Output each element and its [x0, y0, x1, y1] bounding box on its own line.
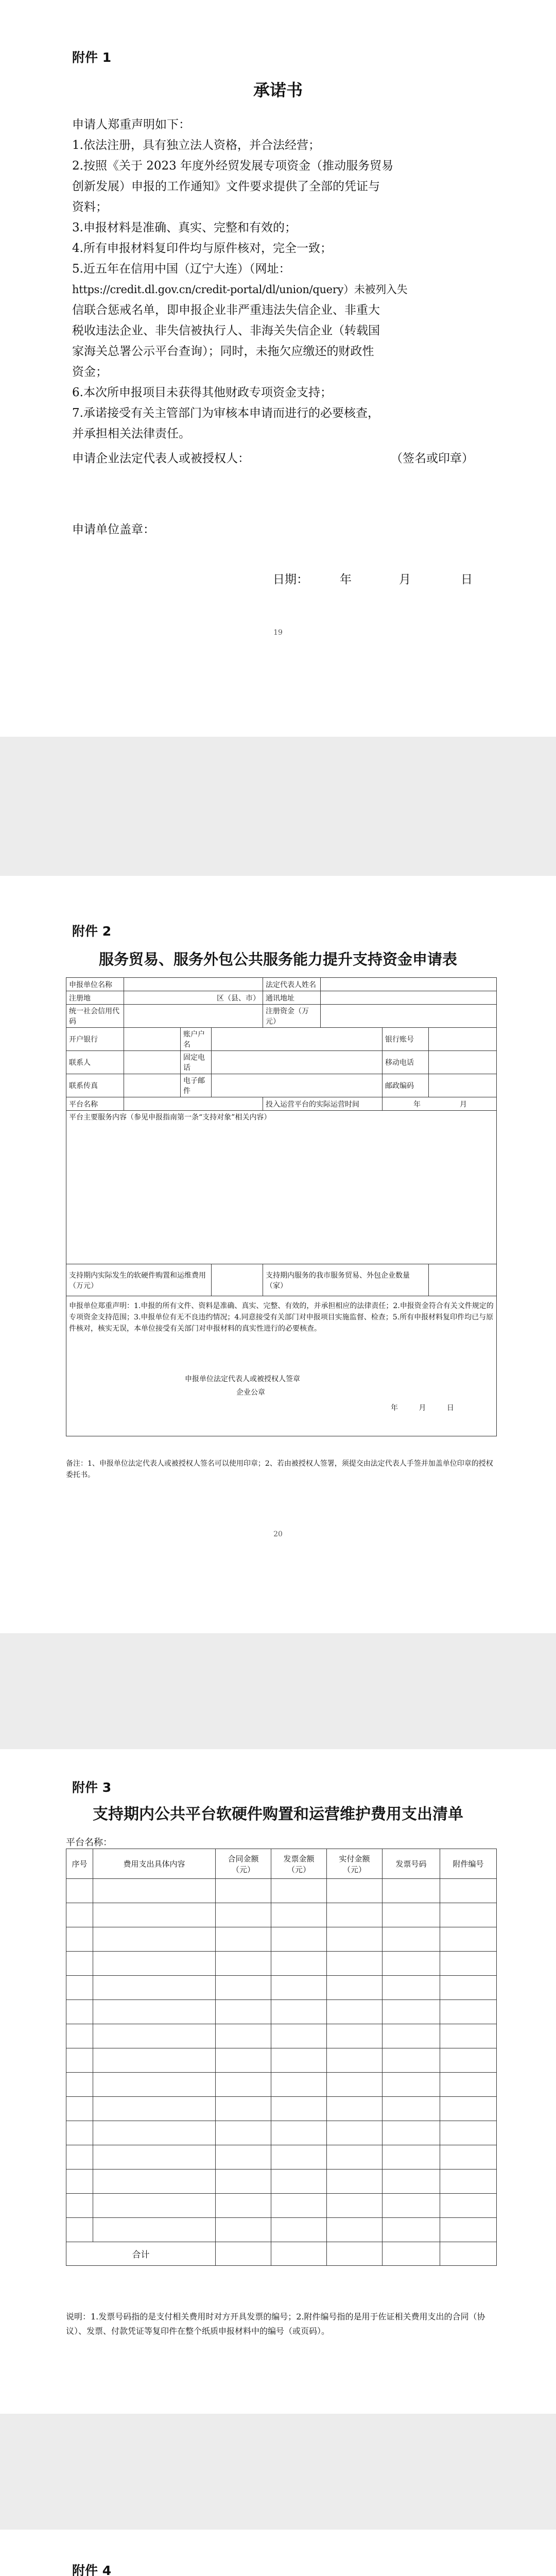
- table-cell[interactable]: [440, 2000, 497, 2024]
- support-period-label: 投入运营平台的实际运营时间: [263, 1097, 383, 1111]
- table-cell[interactable]: [327, 2097, 383, 2121]
- form-label: 电子邮件: [181, 1074, 212, 1097]
- commitment-line: 创新发展）申报的工作通知》文件要求提供了全部的凭证与: [72, 180, 380, 193]
- commitment-line: 家海关总署公示平台查询）；同时，未拖欠应缴还的财政性: [72, 345, 374, 358]
- table-cell[interactable]: [383, 2145, 440, 2170]
- service-count-label: 支持期内服务的我市服务贸易、外包企业数量（家）: [263, 1264, 429, 1296]
- form-field[interactable]: [124, 1028, 181, 1051]
- commitment-line: 申请人郑重声明如下：: [72, 118, 190, 131]
- column-header: 发票金额（元）: [271, 1849, 327, 1879]
- commitment-line: 7.承诺接受有关主管部门为审核本申请而进行的必要核查，: [72, 406, 379, 420]
- table-cell[interactable]: [93, 2194, 216, 2218]
- form-field[interactable]: [124, 978, 263, 991]
- date-line: [273, 569, 489, 590]
- table-row: [66, 2145, 497, 2170]
- table-row: [66, 2024, 497, 2048]
- table-cell[interactable]: [271, 2145, 327, 2170]
- period-month: 月: [460, 1100, 467, 1109]
- table-cell[interactable]: [216, 1879, 271, 1903]
- table-cell[interactable]: [66, 2218, 93, 2242]
- form-field[interactable]: [124, 1051, 181, 1074]
- total-cell[interactable]: [327, 2242, 383, 2266]
- period-year: 年: [413, 1100, 421, 1109]
- table-cell[interactable]: [327, 1976, 383, 2000]
- table-cell[interactable]: [66, 1879, 93, 1903]
- form-field[interactable]: [212, 1074, 383, 1097]
- platform-name-value[interactable]: [124, 1097, 263, 1111]
- table-cell[interactable]: [66, 2170, 93, 2194]
- table-row: [66, 1952, 497, 1976]
- table-cell[interactable]: [271, 1903, 327, 1927]
- table-cell[interactable]: [271, 2121, 327, 2145]
- form-field[interactable]: [429, 1074, 497, 1097]
- table-cell[interactable]: [216, 2097, 271, 2121]
- table-cell[interactable]: [216, 2048, 271, 2073]
- table-cell[interactable]: [327, 2073, 383, 2097]
- table-cell[interactable]: [216, 2145, 271, 2170]
- pledge-signature-label: 申报单位法定代表人或被授权人签章: [185, 1375, 300, 1383]
- table-cell[interactable]: [216, 2194, 271, 2218]
- page-expense-list: [0, 1749, 556, 2414]
- form-label: 法定代表人姓名: [263, 978, 321, 991]
- attachment-label: 附件 3: [72, 1780, 112, 1795]
- form-label: 申报单位名称: [66, 978, 124, 991]
- table-cell[interactable]: [327, 2048, 383, 2073]
- table-cell[interactable]: [383, 2194, 440, 2218]
- table-cell[interactable]: [66, 1976, 93, 2000]
- commitment-line: 并承担相关法律责任。: [72, 427, 190, 440]
- total-cell[interactable]: [383, 2242, 440, 2266]
- table-cell[interactable]: [383, 2097, 440, 2121]
- table-cell[interactable]: [93, 2000, 216, 2024]
- commitment-line: 5.近五年在信用中国（辽宁大连）（网址：: [72, 262, 291, 276]
- form-label: 统一社会信用代码: [66, 1005, 124, 1028]
- table-cell[interactable]: [66, 1927, 93, 1952]
- form-label: 邮政编码: [383, 1074, 429, 1097]
- remark: 备注：1、申报单位法定代表人或被授权人签名可以使用印章；2、若由被授权人签署，须提交由法定代表人手签并加盖单位印章的授权委托书。: [66, 1460, 493, 1479]
- column-header: 合同金额（元）: [216, 1849, 271, 1879]
- application-table: [66, 977, 497, 1436]
- table-cell[interactable]: [271, 2000, 327, 2024]
- table-cell[interactable]: [383, 2024, 440, 2048]
- table-cell[interactable]: [216, 1976, 271, 2000]
- date-day: 日: [461, 573, 473, 586]
- form-field[interactable]: [321, 991, 497, 1005]
- table-cell[interactable]: [327, 1879, 383, 1903]
- table-cell[interactable]: [440, 2121, 497, 2145]
- table-cell[interactable]: [327, 2121, 383, 2145]
- table-cell[interactable]: [93, 2024, 216, 2048]
- commitment-line: 1.依法注册，具有独立法人资格，并合法经营；: [72, 139, 320, 152]
- table-cell[interactable]: [271, 1879, 327, 1903]
- table-row: [66, 1903, 497, 1927]
- table-cell[interactable]: [93, 1976, 216, 2000]
- form-label: 通讯地址: [263, 991, 321, 1005]
- form-label: 移动电话: [383, 1051, 429, 1074]
- page-application-form: [0, 876, 556, 1633]
- column-header: 费用支出具体内容: [93, 1849, 216, 1879]
- page-commitment: [0, 0, 556, 737]
- total-label: 合计: [66, 2242, 216, 2266]
- total-cell[interactable]: [440, 2242, 497, 2266]
- total-cell[interactable]: [216, 2242, 271, 2266]
- table-row: [66, 2097, 497, 2121]
- total-cell[interactable]: [271, 2242, 327, 2266]
- commitment-line: 信联合惩戒名单，即申报企业非严重违法失信企业、非重大: [72, 303, 380, 317]
- table-cell[interactable]: [383, 2073, 440, 2097]
- table-row: [66, 1976, 497, 2000]
- page-enterprise-list: [0, 2530, 556, 2576]
- table-row: [66, 2000, 497, 2024]
- table-cell[interactable]: [383, 2121, 440, 2145]
- stamp-line: 申请单位盖章：: [72, 523, 155, 536]
- table-cell[interactable]: [440, 2194, 497, 2218]
- table-cell[interactable]: [66, 2121, 93, 2145]
- table-cell[interactable]: [271, 2194, 327, 2218]
- table-cell[interactable]: [271, 2170, 327, 2194]
- column-header: 附件编号: [440, 1849, 497, 1879]
- table-cell[interactable]: [440, 1879, 497, 1903]
- table-cell[interactable]: [216, 1903, 271, 1927]
- table-cell[interactable]: [271, 2097, 327, 2121]
- table-cell[interactable]: [440, 1976, 497, 2000]
- table-cell[interactable]: [66, 2073, 93, 2097]
- page-title: 承诺书: [253, 80, 303, 100]
- table-cell[interactable]: [383, 2000, 440, 2024]
- table-cell[interactable]: [216, 2218, 271, 2242]
- seal-hint: （签名或印章）: [391, 452, 474, 465]
- table-cell[interactable]: [383, 1879, 440, 1903]
- commitment-line: 6.本次所申报项目未获得其他财政专项资金支持；: [72, 386, 332, 399]
- table-row: [66, 2073, 497, 2097]
- pledge-year: 年: [391, 1404, 398, 1412]
- pledge-date: [391, 1402, 454, 1413]
- form-label: 注册地: [66, 991, 124, 1005]
- table-cell[interactable]: [216, 1927, 271, 1952]
- legal-rep-line: [72, 448, 489, 469]
- table-row: [66, 1879, 497, 1903]
- service-count-value[interactable]: [429, 1264, 497, 1296]
- form-label: 联系传真: [66, 1074, 124, 1097]
- table-cell[interactable]: [271, 2024, 327, 2048]
- expense-table: [66, 1849, 497, 2266]
- table-row: [66, 2218, 497, 2242]
- support-period-value[interactable]: [383, 1097, 497, 1111]
- pledge-text: 申报单位郑重声明：1.申报的所有文件、资料是准确、真实、完整、有效的，并承担相应的法律责任；2.申报资金符合有关文件规定的专项资金支持范围；3.申报单位有无不良违约情况；4.同意接受有关部门对申报项目实施监督、检查；5.所有申报材料复印件均已与原件核对，核实无误，本单位接受有关部门对申报材料的真实性进行的必要核查。: [69, 1302, 494, 1333]
- pledge-day: 日: [446, 1404, 454, 1412]
- table-cell[interactable]: [383, 1927, 440, 1952]
- table-cell[interactable]: [216, 2024, 271, 2048]
- table-cell[interactable]: [327, 2218, 383, 2242]
- table-cell[interactable]: [440, 2073, 497, 2097]
- table-cell[interactable]: [327, 1927, 383, 1952]
- pledge-box: [66, 1296, 497, 1436]
- commitment-line: 4.所有申报材料复印件均与原件核对，完全一致；: [72, 242, 332, 255]
- date-label: 日期：: [273, 573, 308, 586]
- form-label: 固定电话: [181, 1051, 212, 1074]
- table-cell[interactable]: [93, 2048, 216, 2073]
- form-field[interactable]: [321, 1005, 497, 1028]
- table-cell[interactable]: [66, 2024, 93, 2048]
- form-field[interactable]: [212, 1028, 383, 1051]
- table-cell[interactable]: [66, 2048, 93, 2073]
- attachment-label: 附件 4: [72, 2563, 112, 2576]
- table-cell[interactable]: [216, 2073, 271, 2097]
- commitment-line: 税收违法企业、非失信被执行人、非海关失信企业（转载国: [72, 324, 380, 337]
- table-cell[interactable]: [93, 2073, 216, 2097]
- table-cell[interactable]: [271, 2218, 327, 2242]
- form-field[interactable]: [124, 1074, 181, 1097]
- table-cell[interactable]: [440, 1903, 497, 1927]
- table-cell[interactable]: [327, 2000, 383, 2024]
- table-cell[interactable]: [93, 1927, 216, 1952]
- table-cell[interactable]: [327, 1903, 383, 1927]
- table-cell[interactable]: [327, 2024, 383, 2048]
- platform-name-label: 平台名称: [66, 1097, 124, 1111]
- table-cell[interactable]: [93, 2170, 216, 2194]
- attachment-label: 附件 1: [72, 50, 112, 65]
- date-year: 年: [340, 573, 352, 586]
- table-cell[interactable]: [216, 2170, 271, 2194]
- service-content-box[interactable]: [66, 1111, 497, 1264]
- form-field[interactable]: [212, 1051, 383, 1074]
- table-cell[interactable]: [383, 2048, 440, 2073]
- table-cell[interactable]: [216, 1952, 271, 1976]
- expense-amount-value[interactable]: [212, 1264, 263, 1296]
- table-cell[interactable]: [327, 2145, 383, 2170]
- table-cell[interactable]: [93, 2097, 216, 2121]
- form-field[interactable]: [124, 1005, 263, 1028]
- pledge-month: 月: [419, 1404, 426, 1412]
- table-cell[interactable]: [216, 2000, 271, 2024]
- table-cell[interactable]: [440, 1927, 497, 1952]
- form-field[interactable]: 区（县、市）: [124, 991, 263, 1005]
- page-title: 服务贸易、服务外包公共服务能力提升支持资金申请表: [98, 951, 457, 968]
- table-row: [66, 2121, 497, 2145]
- table-cell[interactable]: [93, 1952, 216, 1976]
- commitment-line: 2.按照《关于 2023 年度外经贸发展专项资金（推动服务贸易: [72, 159, 394, 173]
- table-cell[interactable]: [271, 2073, 327, 2097]
- page-number: 19: [273, 629, 283, 637]
- table-cell[interactable]: [93, 1879, 216, 1903]
- table-cell[interactable]: [66, 1903, 93, 1927]
- form-label: 银行账号: [383, 1028, 429, 1051]
- table-cell[interactable]: [66, 1952, 93, 1976]
- table-row: [66, 2170, 497, 2194]
- table-cell[interactable]: [93, 1903, 216, 1927]
- table-cell[interactable]: [93, 2121, 216, 2145]
- legal-rep-label: 申请企业法定代表人或被授权人：: [72, 452, 250, 465]
- table-cell[interactable]: [327, 1952, 383, 1976]
- table-cell[interactable]: [93, 2218, 216, 2242]
- page-number: 20: [273, 1530, 283, 1538]
- commitment-line: 资料；: [72, 200, 108, 214]
- table-cell[interactable]: [66, 2145, 93, 2170]
- column-header: 实付金额（元）: [327, 1849, 383, 1879]
- table-cell[interactable]: [93, 2145, 216, 2170]
- form-field[interactable]: [321, 978, 497, 991]
- form-field[interactable]: [429, 1028, 497, 1051]
- table-cell[interactable]: [271, 1952, 327, 1976]
- table-row: [66, 1927, 497, 1952]
- form-field[interactable]: [429, 1051, 497, 1074]
- expense-amount-label: 支持期内实际发生的软硬件购置和运维费用（万元）: [66, 1264, 212, 1296]
- table-cell[interactable]: [440, 2097, 497, 2121]
- table-cell[interactable]: [327, 2170, 383, 2194]
- attachment-label: 附件 2: [72, 924, 112, 939]
- table-cell[interactable]: [383, 2218, 440, 2242]
- table-cell[interactable]: [271, 2048, 327, 2073]
- table-cell[interactable]: [66, 2194, 93, 2218]
- service-content-label: 平台主要服务内容（参见申报指南第一条“支持对象”相关内容）: [69, 1113, 271, 1122]
- table-cell[interactable]: [440, 1952, 497, 1976]
- table-row: [66, 2194, 497, 2218]
- table-cell[interactable]: [66, 2097, 93, 2121]
- table-cell[interactable]: [440, 2170, 497, 2194]
- form-label: 账户户名: [181, 1028, 212, 1051]
- table-cell[interactable]: [440, 2024, 497, 2048]
- table-cell[interactable]: [66, 2000, 93, 2024]
- table-cell[interactable]: [271, 1927, 327, 1952]
- table-cell[interactable]: [271, 1976, 327, 2000]
- column-header: 序号: [66, 1849, 93, 1879]
- commitment-line: 资金；: [72, 365, 108, 379]
- pledge-seal-label: 企业公章: [236, 1388, 265, 1397]
- table-cell[interactable]: [440, 2048, 497, 2073]
- commitment-line: 3.申报材料是准确、真实、完整和有效的；: [72, 221, 297, 234]
- table-cell[interactable]: [440, 2145, 497, 2170]
- commitment-line: https://credit.dl.gov.cn/credit-portal/dl/union/query）未被列入失: [72, 283, 408, 296]
- date-month: 月: [399, 573, 411, 586]
- table-cell[interactable]: [440, 2218, 497, 2242]
- page-title: 支持期内公共平台软硬件购置和运营维护费用支出清单: [93, 1805, 463, 1823]
- table-cell[interactable]: [383, 1952, 440, 1976]
- column-header: 发票号码: [383, 1849, 440, 1879]
- platform-name-label: 平台名称：: [66, 1837, 112, 1848]
- form-label: 联系人: [66, 1051, 124, 1074]
- table-cell[interactable]: [383, 1903, 440, 1927]
- table-cell[interactable]: [383, 2170, 440, 2194]
- note: 说明：1.发票号码指的是支付相关费用时对方开具发票的编号；2.附件编号指的是用于佐证相关费用支出的合同（协议）、发票、付款凭证等复印件在整个纸质申报材料中的编号（或页码）。: [66, 2312, 485, 2336]
- form-label: 开户银行: [66, 1028, 124, 1051]
- form-label: 注册资金（万元）: [263, 1005, 321, 1028]
- table-cell[interactable]: [383, 1976, 440, 2000]
- table-row: [66, 2048, 497, 2073]
- table-cell[interactable]: [327, 2194, 383, 2218]
- table-cell[interactable]: [216, 2121, 271, 2145]
